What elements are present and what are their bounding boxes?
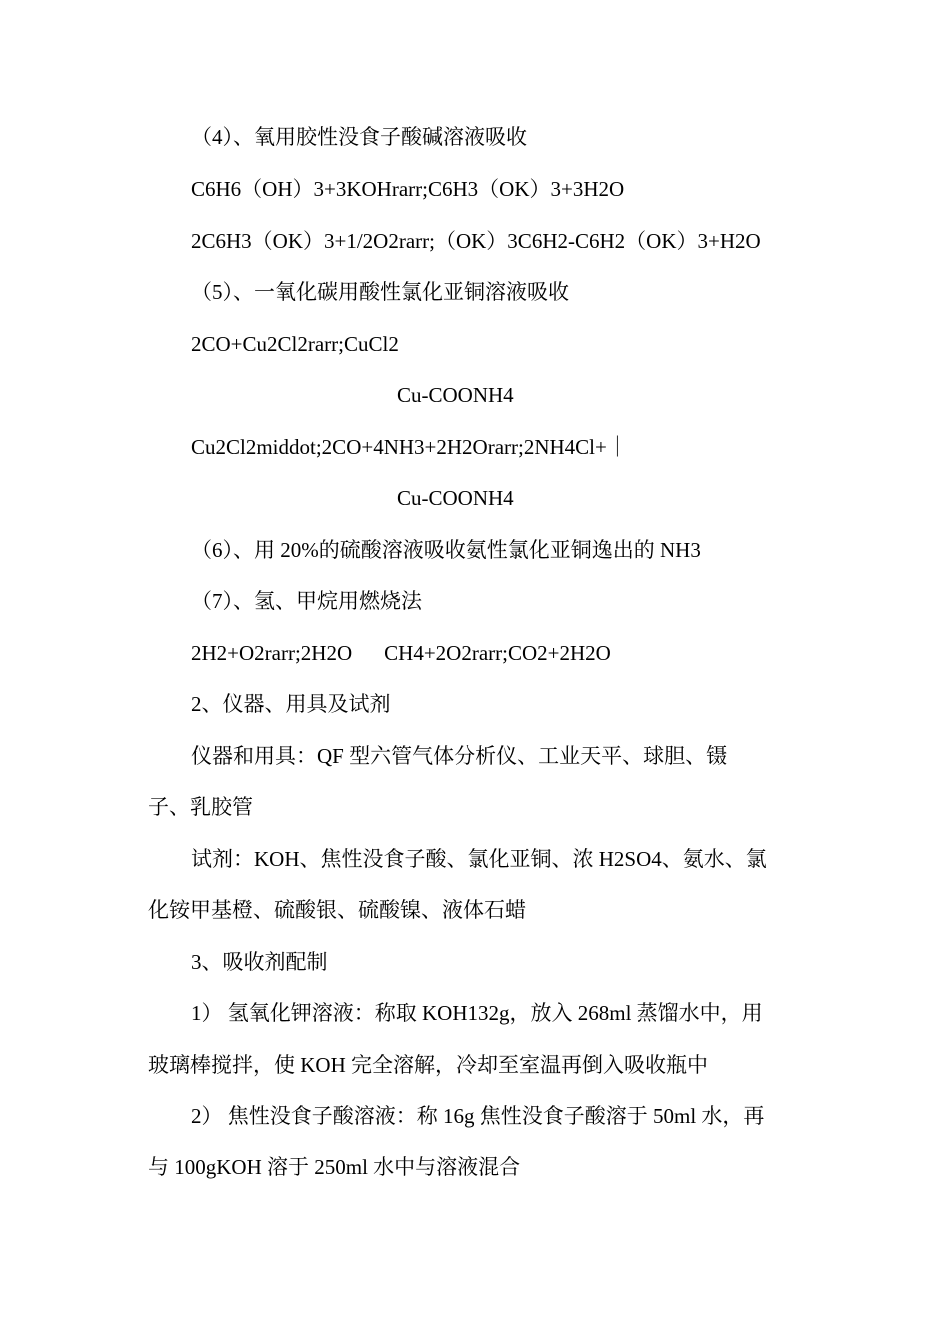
equation-line: Cu-COONH4 bbox=[397, 383, 514, 407]
equation-line: 2C6H3（OK）3+1/2O2rarr;（OK）3C6H2-C6H2（OK）3+H2O bbox=[191, 229, 761, 253]
section-heading: 2、仪器、用具及试剂 bbox=[191, 692, 391, 716]
paragraph-line: 仪器和用具：QF 型六管气体分析仪、工业天平、球胆、镊 bbox=[191, 744, 728, 768]
paragraph-line: 试剂：KOH、焦性没食子酸、氯化亚铜、浓 H2SO4、氨水、氯 bbox=[191, 847, 767, 871]
paragraph-line: 2） 焦性没食子酸溶液：称 16g 焦性没食子酸溶于 50ml 水，再 bbox=[191, 1104, 765, 1128]
heading-oxygen-absorption: （4）、氧用胶性没食子酸碱溶液吸收 bbox=[191, 125, 527, 149]
equation-hydrogen: 2H2+O2rarr;2H2O bbox=[191, 641, 353, 665]
section-heading: 3、吸收剂配制 bbox=[191, 950, 328, 974]
equation-line bbox=[191, 638, 611, 668]
paragraph-line: 玻璃棒搅拌，使 KOH 完全溶解，冷却至室温再倒入吸收瓶中 bbox=[148, 1053, 708, 1077]
equation-methane: CH4+2O2rarr;CO2+2H2O bbox=[384, 641, 611, 665]
heading-co-absorption: （5）、一氧化碳用酸性氯化亚铜溶液吸收 bbox=[191, 280, 569, 304]
equation-line: Cu2Cl2middot;2CO+4NH3+2H2Orarr;2NH4Cl+｜ bbox=[191, 435, 628, 459]
equation-line: 2CO+Cu2Cl2rarr;CuCl2 bbox=[191, 332, 399, 356]
paragraph-line: （6）、用 20%的硫酸溶液吸收氨性氯化亚铜逸出的 NH3 bbox=[191, 538, 701, 562]
equation-line: Cu-COONH4 bbox=[397, 486, 514, 510]
paragraph-line: 与 100gKOH 溶于 250ml 水中与溶液混合 bbox=[148, 1155, 521, 1179]
paragraph-line: 1） 氢氧化钾溶液：称取 KOH132g，放入 268ml 蒸馏水中，用 bbox=[191, 1001, 763, 1025]
paragraph-line: 化铵甲基橙、硫酸银、硫酸镍、液体石蜡 bbox=[148, 898, 526, 922]
paragraph-line: 子、乳胶管 bbox=[148, 795, 253, 819]
equation-line: C6H6（OH）3+3KOHrarr;C6H3（OK）3+3H2O bbox=[191, 177, 625, 201]
heading-combustion: （7）、氢、甲烷用燃烧法 bbox=[191, 589, 422, 613]
